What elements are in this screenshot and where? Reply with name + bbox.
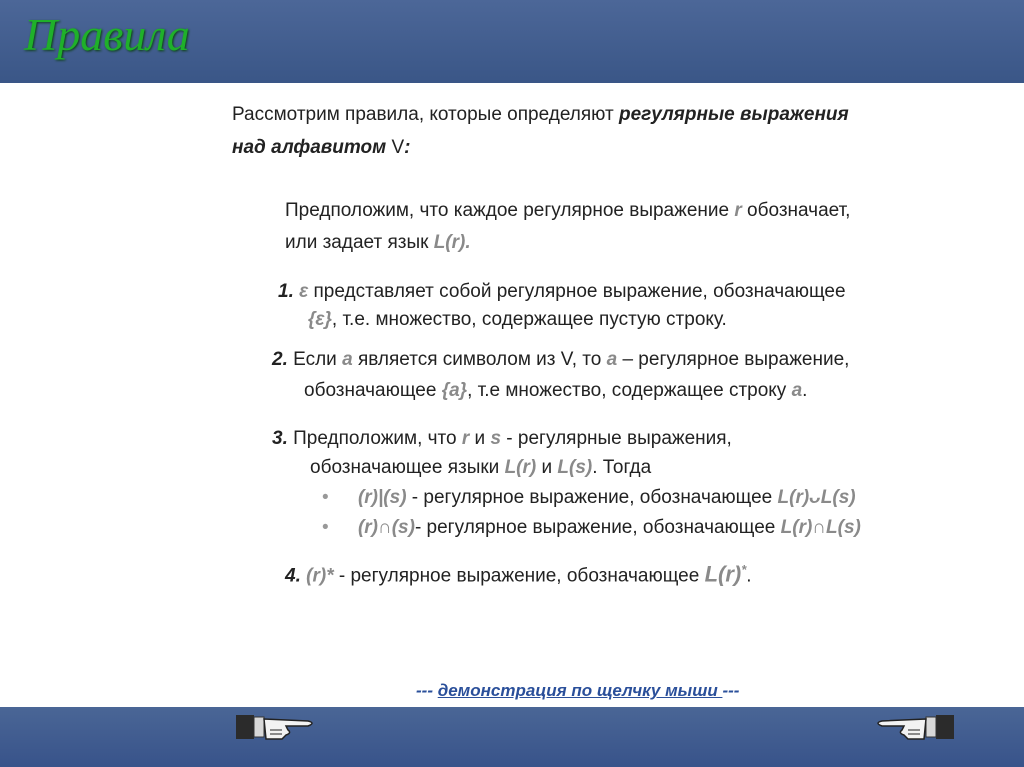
rule3-bullet-2 [322, 516, 861, 540]
rule2-a2: a [606, 349, 618, 370]
rule3-line-2 [310, 456, 651, 480]
bullet-icon: • [322, 487, 329, 508]
rule3-r: r [461, 428, 470, 449]
rule1-text: представляет собой регулярное выражение, обозначающее [308, 281, 846, 302]
back-hand-icon[interactable] [236, 709, 318, 745]
demo-prefix: --- [416, 681, 438, 700]
next-hand-icon[interactable] [872, 709, 954, 745]
rule3-line2-text-2: . Тогда [592, 457, 652, 478]
rule3-ls: L(s) [557, 457, 593, 478]
rule3-b2-expr: (r)∩(s) [357, 517, 415, 538]
demo-link[interactable]: демонстрация по щелчку мыши [437, 681, 723, 700]
assume-text: Предположим, что каждое регулярное выражение [285, 200, 735, 221]
rule2-set: {a} [441, 380, 468, 401]
intro-line2-emphasis: над алфавитом [232, 137, 392, 158]
bullet-icon: • [322, 517, 329, 538]
rule1-line-2 [308, 308, 727, 332]
rule2-line-1 [272, 348, 849, 372]
slide-title: Правила [24, 9, 190, 60]
rule4-dot: . [746, 565, 752, 587]
rule3-and: и [469, 428, 491, 449]
intro-line-2 [232, 136, 411, 160]
rule2-line2-text-2: , т.е множество, содержащее строку [467, 380, 792, 401]
rule4-number: 4. [285, 565, 301, 587]
rule3-text-2: - регулярные выражения, [501, 428, 732, 449]
rule2-text-3: – регулярное выражение, [617, 349, 850, 370]
rule2-line2-text: обозначающее [304, 380, 442, 401]
assume-r: r [734, 200, 742, 221]
rule1-number: 1. [278, 281, 294, 302]
rule4-expr: (r)* [306, 565, 334, 587]
rule2-line-2 [304, 379, 807, 403]
rule3-number: 3. [272, 428, 288, 449]
assume-text-2: обозначает, [741, 200, 851, 221]
rule4-line [285, 558, 752, 588]
rule2-text: Если [293, 349, 343, 370]
rule3-line-1 [272, 427, 732, 451]
rule3-b1-text: - регулярное выражение, обозначающее [406, 487, 778, 508]
assume-line2-text: или задает язык [285, 232, 434, 253]
rule3-b1-result: L(r)ᴗL(s) [777, 487, 856, 508]
rule4-result: L(r) [704, 561, 742, 587]
rule3-lr: L(r) [504, 457, 537, 478]
rule4-text: - регулярное выражение, обозначающее [333, 565, 705, 587]
demo-suffix: --- [722, 681, 740, 700]
intro-emphasis: регулярные выражения [618, 104, 849, 125]
rule1-line-1 [278, 280, 846, 304]
rule2-text-2: является символом из V, то [352, 349, 607, 370]
rule2-number: 2. [272, 349, 288, 370]
rule3-s: s [490, 428, 502, 449]
intro-alphabet: V [391, 137, 405, 158]
footer-bar [0, 707, 1024, 767]
rule3-and-2: и [536, 457, 558, 478]
rule4-sup: * [741, 562, 747, 577]
rule3-b2-result: L(r)∩L(s) [780, 517, 861, 538]
assume-lr: L(r). [433, 232, 471, 253]
rule3-bullet-1 [322, 486, 856, 510]
intro-colon: : [404, 137, 411, 158]
intro-text: Рассмотрим правила, которые определяют [232, 104, 619, 125]
rule2-a3: a [791, 380, 803, 401]
rule2-dot: . [802, 380, 808, 401]
assume-line-2 [285, 231, 471, 255]
rule3-line2-text: обозначающее языки [310, 457, 505, 478]
rule3-b1-expr: (r)|(s) [357, 487, 407, 508]
rule1-set: {ε} [308, 309, 332, 330]
intro-line-1 [232, 103, 849, 127]
rule1-text-2: , т.е. множество, содержащее пустую строку. [331, 309, 727, 330]
rule3-b2-text: - регулярное выражение, обозначающее [414, 517, 781, 538]
rule2-a1: a [342, 349, 353, 370]
rule1-epsilon: ε [299, 281, 309, 302]
assume-line-1 [285, 199, 850, 223]
demo-line [416, 681, 739, 701]
rule3-text: Предположим, что [293, 428, 462, 449]
